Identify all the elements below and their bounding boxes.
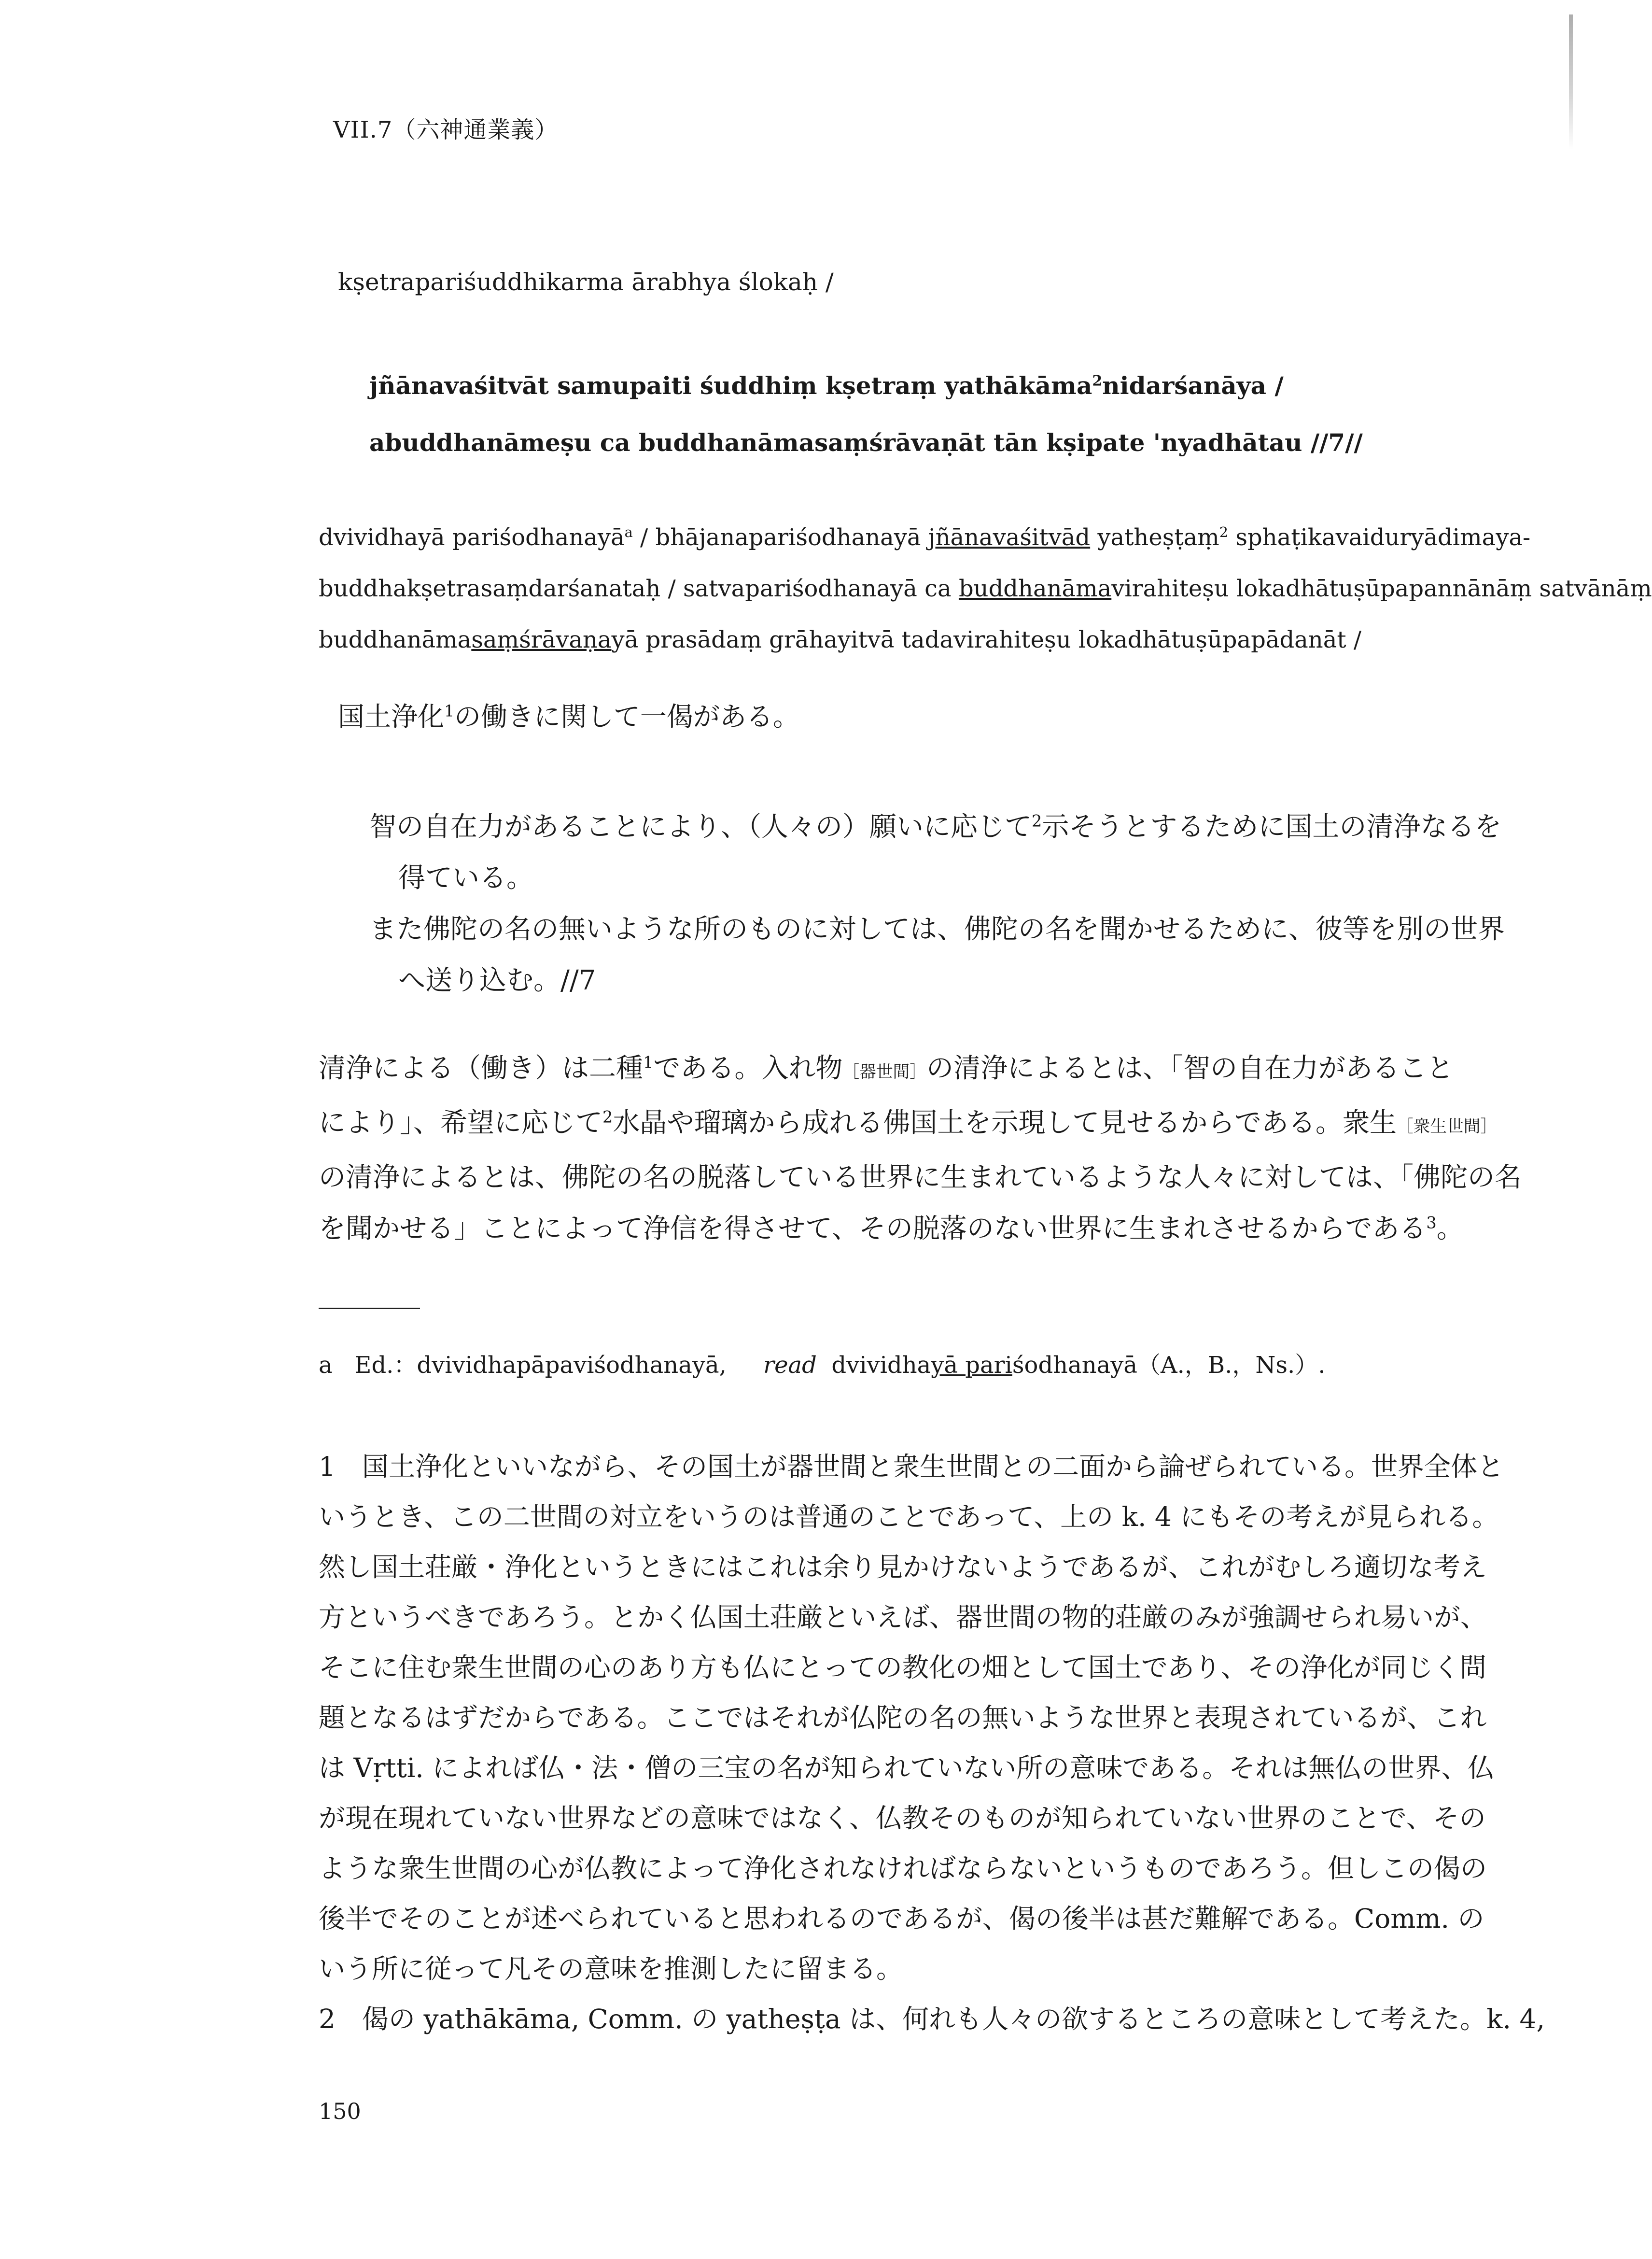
footnote-text: Ed.：dvividhapāpaviśodhanayā, — [354, 1352, 727, 1379]
footnote-line: 然し国土荘厳・浄化というときにはこれは余り見かけないようであるが、これがむしろ適切な考え — [319, 1552, 1487, 1582]
underlined-term: saṃśrāvaṇa — [471, 626, 612, 653]
jp-verse-line-2: 得ている。 — [398, 862, 533, 894]
underlined-term: yā pari — [931, 1352, 1012, 1379]
verse-line-1-text-a: jñānavaśitvāt samupaiti śuddhiṃ kṣetraṃ yathākāma — [369, 371, 1092, 400]
footnote-text: śodhanayā（A.，B.，Ns.）. — [1012, 1352, 1326, 1379]
commentary-text: sphaṭikavaiduryādimaya- — [1228, 524, 1531, 551]
commentary-line-1 — [319, 512, 1531, 563]
commentary-line-3 — [319, 614, 1448, 665]
scan-edge-mark — [1569, 14, 1573, 150]
jp-text: 水晶や瑠璃から成れる佛国土を示現して見せるからである。衆生 — [613, 1107, 1397, 1139]
jp-para-line-4 — [319, 1203, 1464, 1255]
sanskrit-intro-line: kṣetrapariśuddhikarma ārabhya ślokaḥ / — [338, 268, 834, 296]
footnote-line: は Vṛtti. によれば仏・法・僧の三宝の名が知られていない所の意味である。それは無仏の世界、仏 — [319, 1752, 1495, 1783]
footnote-line: ような衆生世間の心が仏教によって浄化されなければならないというものであろう。但しこの偈の — [319, 1853, 1487, 1884]
jp-text: の清浄によるとは、「智の自在力があること — [926, 1053, 1454, 1084]
bracket-note: ［器世間］ — [842, 1062, 926, 1082]
sanskrit-commentary — [319, 512, 1652, 665]
footnote-line: 後半でそのことが述べられていると思われるのであるが、偈の後半は甚だ難解である。Comm. の — [319, 1903, 1484, 1934]
footnote-ref: a — [624, 524, 633, 540]
footnote-label: a — [319, 1352, 333, 1379]
jp-para-line-1 — [319, 1043, 1458, 1098]
footnote-line: 2 偈の yathākāma, Comm. の yatheṣṭa は、何れも人々の欲するところの意味として考えた。k. 4, — [319, 2004, 1545, 2034]
jp-text: 示そうとするために国土の清浄なるを — [1042, 811, 1502, 843]
footnote-italic: read — [763, 1352, 817, 1379]
jp-text: により」、希望に応じて — [319, 1107, 602, 1139]
footnote-ref: 3 — [1426, 1213, 1437, 1232]
commentary-line-2 — [319, 563, 1652, 614]
footnote-line: が現在現れていない世界などの意味ではなく、仏教そのものが知られていない世界のことで、その — [319, 1803, 1486, 1834]
jp-verse-line-1 — [369, 802, 1502, 853]
jp-text: を聞かせる」ことによって浄信を得させて、その脱落のない世界に生まれさせるからである — [319, 1213, 1427, 1244]
footnote-line: 題となるはずだからである。ここではそれが仏陀の名の無いような世界と表現されているが、これ — [319, 1702, 1487, 1733]
jp-text: 清浄による（働き）は二種 — [319, 1053, 643, 1084]
jp-verse-line-4: へ送り込む。//7 — [398, 965, 596, 996]
footnote-text: dvividha — [831, 1352, 931, 1379]
footnote-ref: 1 — [643, 1053, 654, 1072]
footnote-line: いう所に従って凡その意味を推測したに留まる。 — [319, 1953, 903, 1984]
footnote-line: そこに住む衆生世間の心のあり方も仏にとっての教化の畑として国土であり、その浄化が同じく問 — [319, 1652, 1486, 1683]
jp-text: の働きに関して一偈がある。 — [454, 701, 800, 732]
japanese-intro — [338, 695, 799, 734]
footnote-ref: 2 — [602, 1107, 613, 1127]
commentary-text: yatheṣṭaṃ — [1090, 524, 1219, 551]
commentary-text: buddhakṣetrasaṃdarśanataḥ / satvapariśodhanayā ca — [319, 575, 959, 602]
jp-verse-line-3: また佛陀の名の無いような所のものに対しては、佛陀の名を聞かせるために、彼等を別の世界 — [369, 914, 1505, 945]
bracket-note: ［衆生世間］ — [1396, 1117, 1498, 1136]
footnote-a-line — [319, 1346, 1326, 1380]
commentary-text: buddhanāma — [319, 626, 472, 653]
footnote-separator — [319, 1308, 420, 1309]
japanese-intro-line — [338, 695, 799, 734]
running-header: VII.7（六神通業義） — [333, 116, 559, 143]
verse-line-1-text-b: nidarśanāya / — [1102, 371, 1284, 400]
footnote-ref: 1 — [444, 701, 455, 720]
footnote-ref: 2 — [1219, 524, 1229, 540]
footnote-line: いうとき、この二世間の対立をいうのは普通のことであって、上の k. 4 にもその考えが見られる。 — [319, 1501, 1499, 1532]
commentary-text: / bhājanapariśodhanayā — [632, 524, 928, 551]
jp-text: 国土浄化 — [338, 701, 445, 732]
sanskrit-intro — [338, 268, 834, 296]
footnote-line: 方というべきであろう。とかく仏国土荘厳といえば、器世間の物的荘厳のみが強調せられ易いが、 — [319, 1602, 1487, 1633]
jp-text: 。 — [1436, 1213, 1464, 1244]
footnote-a — [319, 1346, 1326, 1380]
sanskrit-verse — [369, 357, 1363, 471]
verse-line-1 — [369, 357, 1363, 414]
underlined-term: jñānavaśitvād — [928, 524, 1091, 551]
jp-para-line-3: の清浄によるとは、佛陀の名の脱落している世界に生まれているような人々に対しては、「佛陀の名 — [319, 1162, 1522, 1193]
footnotes-numbered — [319, 1441, 1545, 2044]
japanese-verse-translation — [369, 802, 1505, 1006]
commentary-text: yā prasādaṃ grāhayitvā tadavirahiteṣu lokadhātuṣūpapādanāt / — [611, 626, 1362, 653]
commentary-text: virahiteṣu lokadhātuṣūpapannānāṃ satvānāṃ — [1111, 575, 1652, 602]
underlined-term: buddhanāma — [958, 575, 1112, 602]
jp-text: である。入れ物 — [653, 1053, 843, 1084]
jp-text: 智の自在力があることにより、（人々の）願いに応じて — [369, 811, 1032, 843]
footnote-line: 1 国土浄化といいながら、その国土が器世間と衆生世間との二面から論ぜられている。世界全体と — [319, 1451, 1504, 1482]
verse-line-2: abuddhanāmeṣu ca buddhanāmasaṃśrāvaṇāt tān kṣipate 'nyadhātau //7// — [369, 428, 1363, 457]
footnote-ref: 2 — [1032, 811, 1042, 831]
footnote-ref: 2 — [1092, 372, 1103, 390]
japanese-commentary-translation — [319, 1043, 1522, 1255]
commentary-text: dvividhayā pariśodhanayā — [319, 524, 625, 551]
jp-para-line-2 — [319, 1098, 1498, 1152]
page-number: 150 — [319, 2098, 361, 2124]
